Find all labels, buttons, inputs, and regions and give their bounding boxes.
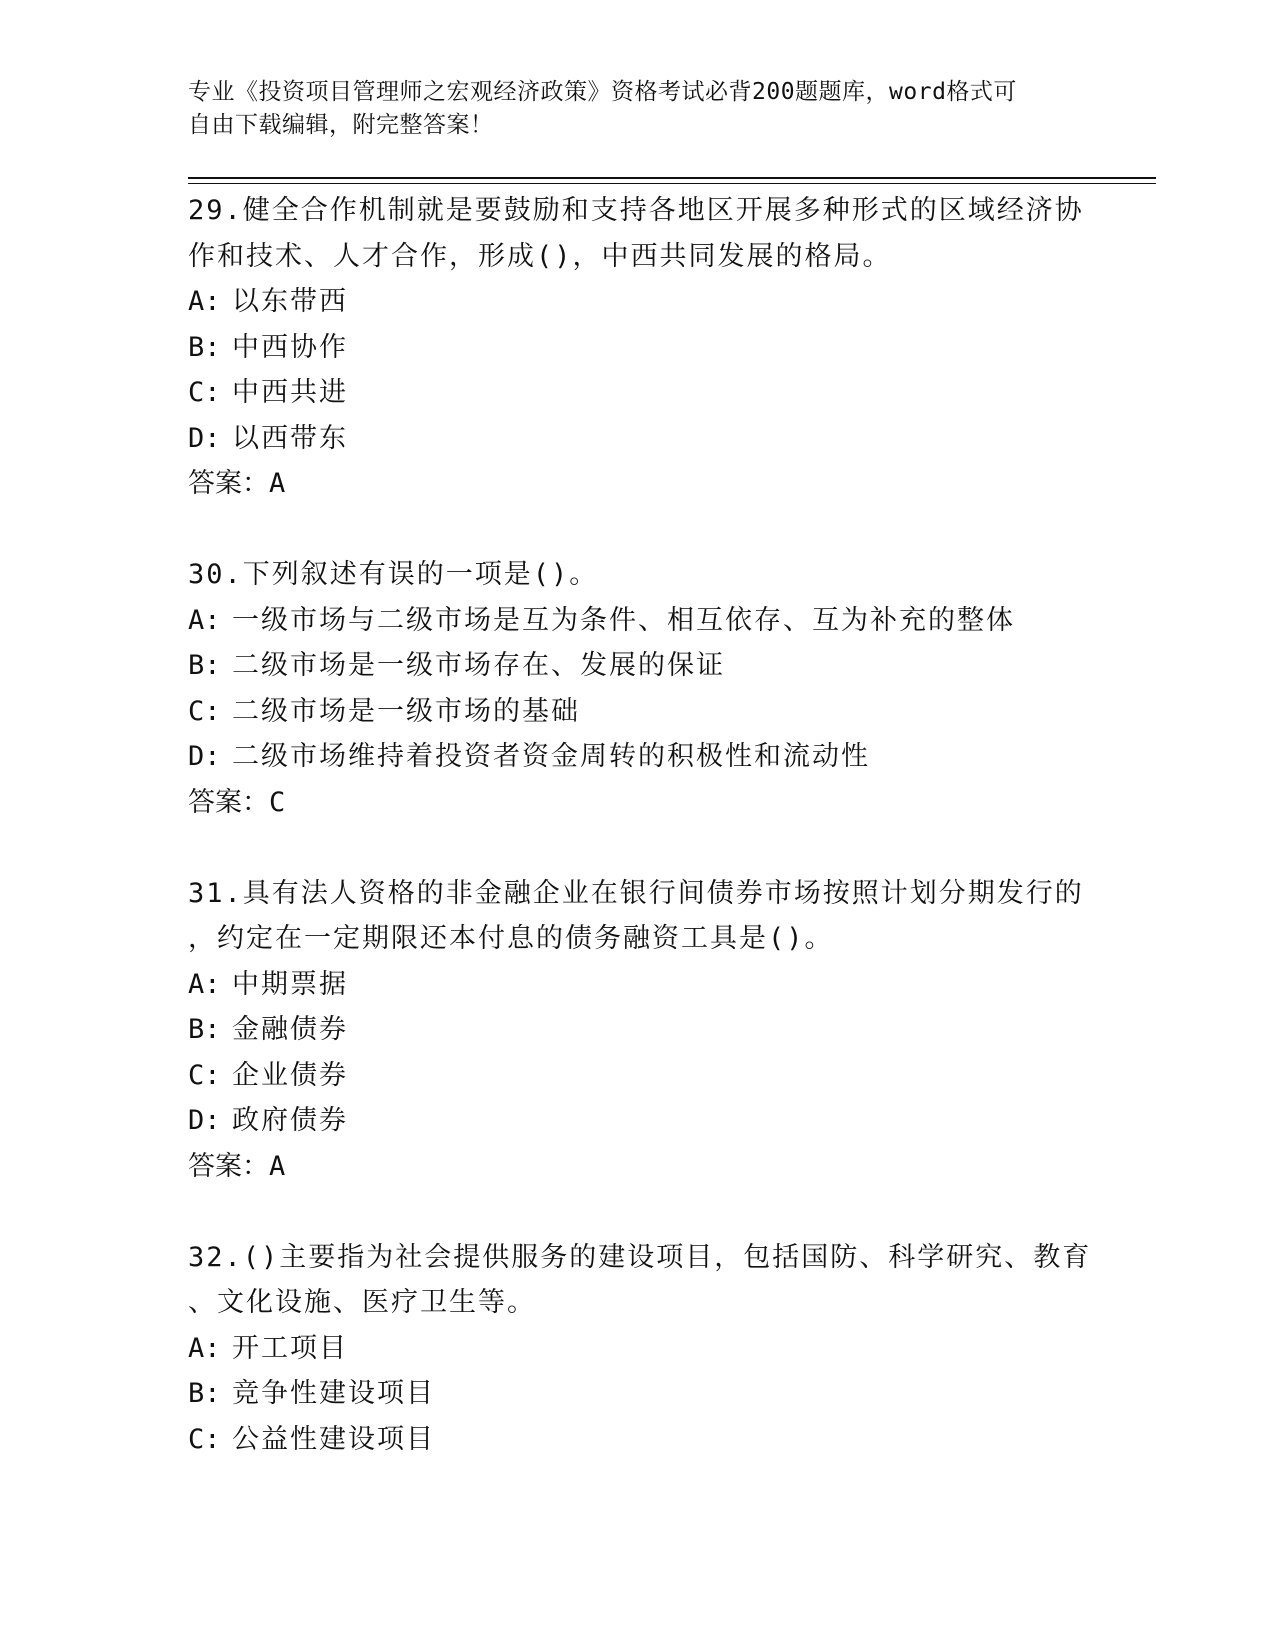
spacer (188, 825, 1128, 871)
option-a (188, 279, 1128, 325)
question-stem: 31.具有法人资格的非金融企业在银行间债券市场按照计划分期发行的 (188, 877, 1084, 909)
option-c (188, 689, 1128, 735)
option-key: D: (188, 741, 221, 772)
option-d (188, 1098, 1128, 1144)
option-text: 二级市场是一级市场的基础 (232, 695, 580, 727)
option-b (188, 325, 1128, 371)
option-text: 公益性建设项目 (232, 1423, 435, 1455)
spacer (188, 507, 1128, 553)
spacer (188, 1189, 1128, 1235)
option-key: B: (188, 650, 221, 681)
question-stem: ，约定在一定期限还本付息的债务融资工具是()。 (188, 923, 834, 954)
option-d (188, 416, 1128, 462)
question-29 (188, 188, 1128, 507)
option-key: D: (188, 422, 221, 454)
header-line-2: 自由下载编辑，附完整答案！ (188, 112, 494, 138)
question-30 (188, 552, 1128, 825)
option-text: 二级市场是一级市场存在、发展的保证 (232, 650, 725, 681)
question-stem: 作和技术、人才合作，形成()，中西共同发展的格局。 (188, 240, 892, 272)
option-text: 竞争性建设项目 (232, 1378, 435, 1409)
option-key: A: (188, 286, 221, 317)
option-key: A: (188, 1332, 221, 1364)
option-text: 金融债券 (232, 1014, 348, 1045)
option-key: C: (188, 1423, 221, 1455)
answer-line: 答案：A (188, 468, 286, 499)
option-key: C: (188, 1059, 221, 1091)
option-key: B: (188, 331, 221, 363)
option-text: 中期票据 (232, 968, 348, 1000)
option-a (188, 962, 1128, 1008)
option-key: C: (188, 377, 221, 408)
option-b (188, 643, 1128, 689)
header-divider (188, 177, 1156, 179)
question-32 (188, 1235, 1128, 1463)
header-line-1: 专业《投资项目管理师之宏观经济政策》资格考试必背200题题库，word格式可 (188, 79, 1017, 105)
question-stem: 、文化设施、医疗卫生等。 (188, 1287, 536, 1318)
question-31 (188, 871, 1128, 1190)
answer-line: 答案：A (188, 1150, 286, 1182)
question-stem: 32.()主要指为社会提供服务的建设项目，包括国防、科学研究、教育 (188, 1241, 1092, 1273)
option-key: D: (188, 1105, 221, 1136)
question-stem: 30.下列叙述有误的一项是()。 (188, 559, 599, 590)
option-text: 中西共进 (232, 377, 348, 408)
option-text: 二级市场维持着投资者资金周转的积极性和流动性 (232, 741, 870, 772)
option-key: A: (188, 604, 221, 636)
option-text: 中西协作 (232, 331, 348, 363)
document-header (188, 76, 1068, 142)
option-text: 一级市场与二级市场是互为条件、相互依存、互为补充的整体 (232, 604, 1015, 636)
option-text: 政府债券 (232, 1105, 348, 1136)
option-b (188, 1007, 1128, 1053)
option-key: A: (188, 968, 221, 1000)
option-c (188, 1417, 1128, 1463)
question-stem: 29.健全合作机制就是要鼓励和支持各地区开展多种形式的区域经济协 (188, 195, 1084, 226)
option-d (188, 734, 1128, 780)
option-text: 以东带西 (232, 286, 348, 317)
option-text: 以西带东 (232, 422, 348, 454)
option-key: B: (188, 1014, 221, 1045)
option-c (188, 370, 1128, 416)
answer-line: 答案：C (188, 786, 286, 818)
option-text: 企业债券 (232, 1059, 348, 1091)
question-list (188, 188, 1128, 1462)
option-key: C: (188, 695, 221, 727)
option-a (188, 1326, 1128, 1372)
option-b (188, 1371, 1128, 1417)
option-key: B: (188, 1378, 221, 1409)
option-text: 开工项目 (232, 1332, 348, 1364)
option-a (188, 598, 1128, 644)
option-c (188, 1053, 1128, 1099)
header-divider-thin (188, 183, 1156, 184)
